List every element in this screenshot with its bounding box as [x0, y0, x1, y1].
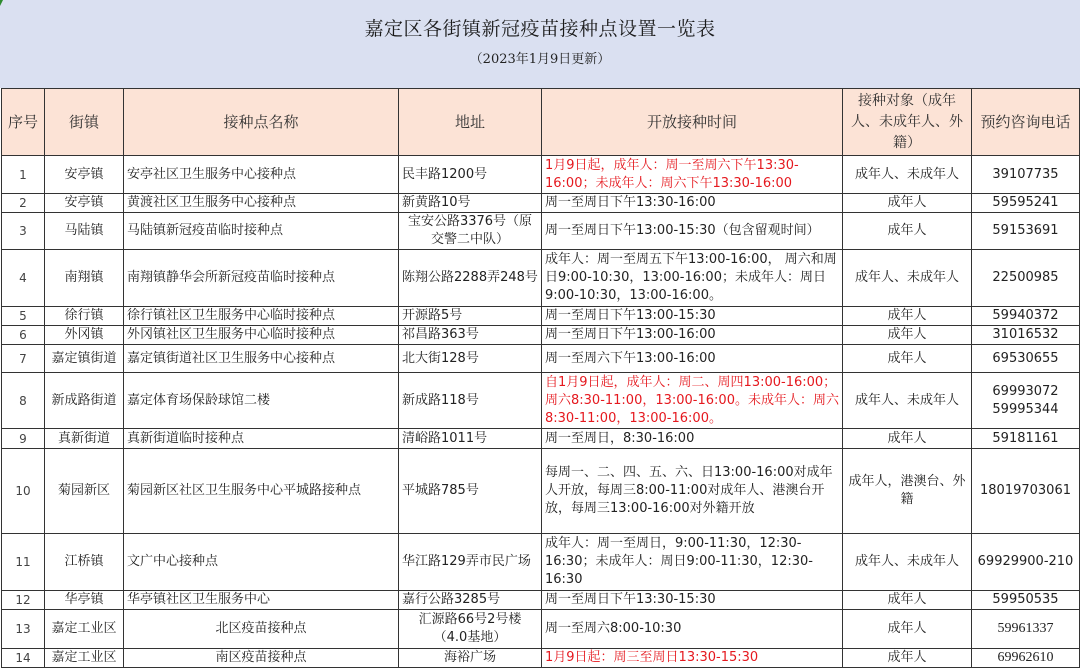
town-cell: 安亭镇: [45, 156, 124, 194]
phone-cell: 59595241: [972, 194, 1080, 213]
hours-cell: 周一至周日下午13:00-16:00: [542, 326, 843, 345]
address-cell: 民丰路1200号: [399, 156, 542, 194]
hours-cell: 周一至周六下午13:00-16:00: [542, 345, 843, 373]
address-cell: 平城路785号: [399, 449, 542, 534]
table-row: [2, 610, 1080, 649]
town-cell: 菊园新区: [45, 449, 124, 534]
table-row: [2, 429, 1080, 449]
site-cell: 嘉定镇街道社区卫生服务中心接种点: [124, 345, 399, 373]
address-cell: 北大街128号: [399, 345, 542, 373]
phone-cell: 18019703061: [972, 449, 1080, 534]
page-subtitle: （2023年1月9日更新）: [469, 52, 611, 67]
town-cell: 马陆镇: [45, 213, 124, 250]
hours-cell: 周一至周日，8:30-16:00: [542, 429, 843, 449]
col-header-target: 接种对象（成年人、未成年人、外籍）: [843, 89, 972, 156]
header-row: [2, 89, 1080, 156]
address-cell: 清峪路1011号: [399, 429, 542, 449]
phone-cell: 69530655: [972, 345, 1080, 373]
hours-cell: 自1月9日起，成年人：周二、周四13:00-16:00；周六8:30-11:00，13:00-16:00。未成年人：周六8:30-11:00，13:00-16:00。: [542, 373, 843, 429]
hours-cell: 周一至周日下午13:00-15:30（包含留观时间）: [542, 213, 843, 250]
hours-cell: 周一至周日下午13:00-15:30: [542, 307, 843, 326]
col-header-hours: 开放接种时间: [542, 89, 843, 156]
town-cell: 嘉定工业区: [45, 649, 124, 668]
target-cell: 成年人、未成年人: [843, 534, 972, 591]
town-cell: 外冈镇: [45, 326, 124, 345]
address-cell: 华江路129弄市民广场: [399, 534, 542, 591]
table-row: [2, 449, 1080, 534]
row-number: 1: [2, 156, 45, 194]
site-cell: 南翔镇静华会所新冠疫苗临时接种点: [124, 250, 399, 307]
hours-cell: 1月9日起：周三至周日13:30-15:30: [542, 649, 843, 668]
phone-cell: 31016532: [972, 326, 1080, 345]
table-row: [2, 326, 1080, 345]
table-row: [2, 194, 1080, 213]
phone-cell: 59153691: [972, 213, 1080, 250]
town-cell: 华亭镇: [45, 591, 124, 610]
site-cell: 嘉定体育场保龄球馆二楼: [124, 373, 399, 429]
address-cell: 祁昌路363号: [399, 326, 542, 345]
address-cell: 汇源路66号2号楼（4.0基地）: [399, 610, 542, 649]
row-number: 11: [2, 534, 45, 591]
col-header-site: 接种点名称: [124, 89, 399, 156]
table-row: [2, 250, 1080, 307]
target-cell: 成年人: [843, 591, 972, 610]
phone-cell: 69993072 59995344: [972, 373, 1080, 429]
table-row: [2, 649, 1080, 668]
address-cell: 开源路5号: [399, 307, 542, 326]
row-number: 7: [2, 345, 45, 373]
phone-cell: 59961337: [972, 610, 1080, 649]
town-cell: 嘉定镇街道: [45, 345, 124, 373]
hours-cell: 周一至周日下午13:30-15:30: [542, 591, 843, 610]
site-cell: 马陆镇新冠疫苗临时接种点: [124, 213, 399, 250]
row-number: 14: [2, 649, 45, 668]
page-title: 嘉定区各街镇新冠疫苗接种点设置一览表: [364, 18, 716, 40]
phone-cell: 69962610: [972, 649, 1080, 668]
table-row: [2, 156, 1080, 194]
target-cell: 成年人，港澳台、外籍: [843, 449, 972, 534]
town-cell: 徐行镇: [45, 307, 124, 326]
phone-cell: 59940372: [972, 307, 1080, 326]
address-cell: 海裕广场: [399, 649, 542, 668]
target-cell: 成年人: [843, 649, 972, 668]
phone-cell: 69929900-210: [972, 534, 1080, 591]
target-cell: 成年人、未成年人: [843, 373, 972, 429]
site-cell: 外冈镇社区卫生服务中心临时接种点: [124, 326, 399, 345]
phone-cell: 59950535: [972, 591, 1080, 610]
row-number: 10: [2, 449, 45, 534]
target-cell: 成年人、未成年人: [843, 250, 972, 307]
site-cell: 文广中心接种点: [124, 534, 399, 591]
site-cell: 南区疫苗接种点: [124, 649, 399, 668]
site-cell: 安亭社区卫生服务中心接种点: [124, 156, 399, 194]
address-cell: 新成路118号: [399, 373, 542, 429]
row-number: 8: [2, 373, 45, 429]
site-cell: 黄渡社区卫生服务中心接种点: [124, 194, 399, 213]
row-number: 3: [2, 213, 45, 250]
table-row: [2, 373, 1080, 429]
town-cell: 安亭镇: [45, 194, 124, 213]
row-number: 4: [2, 250, 45, 307]
row-number: 6: [2, 326, 45, 345]
col-header-town: 街镇: [45, 89, 124, 156]
target-cell: 成年人、未成年人: [843, 156, 972, 194]
col-header-phone: 预约咨询电话: [972, 89, 1080, 156]
site-cell: 菊园新区社区卫生服务中心平城路接种点: [124, 449, 399, 534]
target-cell: 成年人: [843, 307, 972, 326]
title-band: [0, 0, 1080, 88]
hours-cell: 成年人：周一至周日，9:00-11:30，12:30-16:30；未成年人：周日9:00-11:30，12:30-16:30: [542, 534, 843, 591]
address-cell: 新黄路10号: [399, 194, 542, 213]
site-cell: 华亭镇社区卫生服务中心: [124, 591, 399, 610]
target-cell: 成年人: [843, 326, 972, 345]
site-cell: 北区疫苗接种点: [124, 610, 399, 649]
row-number: 2: [2, 194, 45, 213]
table-row: [2, 534, 1080, 591]
table-row: [2, 307, 1080, 326]
phone-cell: 22500985: [972, 250, 1080, 307]
address-cell: 宝安公路3376号（原交警二中队）: [399, 213, 542, 250]
town-cell: 江桥镇: [45, 534, 124, 591]
target-cell: 成年人: [843, 194, 972, 213]
table-row: [2, 345, 1080, 373]
target-cell: 成年人: [843, 213, 972, 250]
cell-marker-icon: [0, 0, 3, 6]
col-header-address: 地址: [399, 89, 542, 156]
hours-cell: 周一至周六8:00-10:30: [542, 610, 843, 649]
hours-cell: 每周一、二、四、五、六、日13:00-16:00对成年人开放，每周三8:00-11:00对成年人、港澳台开放，每周三13:00-16:00对外籍开放: [542, 449, 843, 534]
site-cell: 徐行镇社区卫生服务中心临时接种点: [124, 307, 399, 326]
address-cell: 陈翔公路2288弄248号: [399, 250, 542, 307]
phone-cell: 59181161: [972, 429, 1080, 449]
target-cell: 成年人: [843, 345, 972, 373]
table-row: [2, 591, 1080, 610]
town-cell: 新成路街道: [45, 373, 124, 429]
town-cell: 南翔镇: [45, 250, 124, 307]
row-number: 5: [2, 307, 45, 326]
row-number: 12: [2, 591, 45, 610]
hours-cell: 成年人：周一至周五下午13:00-16:00， 周六和周日9:00-10:30，13:00-16:00；未成年人：周日9:00-10:30，13:00-16:00。: [542, 250, 843, 307]
col-header-no: 序号: [2, 89, 45, 156]
row-number: 13: [2, 610, 45, 649]
hours-cell: 1月9日起，成年人：周一至周六下午13:30-16:00；未成年人：周六下午13:30-16:00: [542, 156, 843, 194]
town-cell: 嘉定工业区: [45, 610, 124, 649]
address-cell: 嘉行公路3285号: [399, 591, 542, 610]
vaccination-sites-table: [1, 88, 1080, 668]
table-row: [2, 213, 1080, 250]
row-number: 9: [2, 429, 45, 449]
hours-cell: 周一至周日下午13:30-16:00: [542, 194, 843, 213]
town-cell: 真新街道: [45, 429, 124, 449]
phone-cell: 39107735: [972, 156, 1080, 194]
site-cell: 真新街道临时接种点: [124, 429, 399, 449]
target-cell: 成年人: [843, 429, 972, 449]
target-cell: 成年人: [843, 610, 972, 649]
